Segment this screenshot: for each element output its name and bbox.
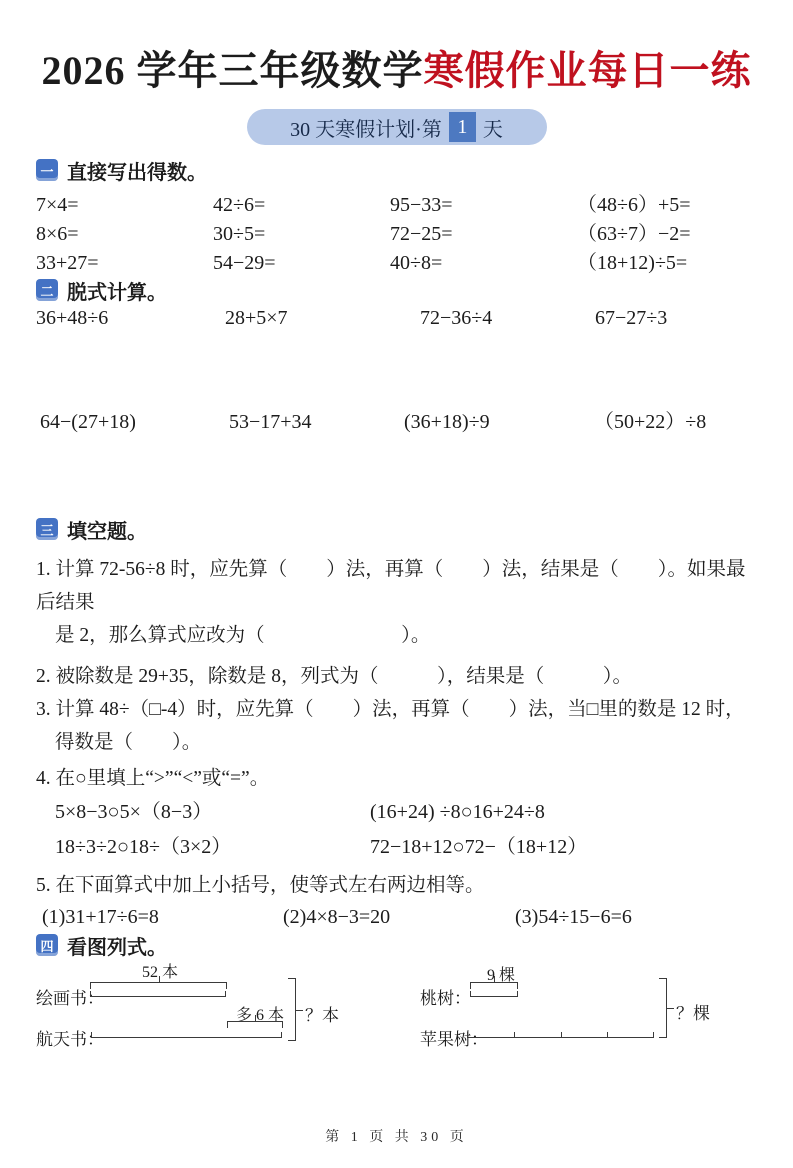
section-2-header xyxy=(36,278,757,302)
math-expression: （48÷6）+5= xyxy=(577,194,691,216)
apple-tree-bar xyxy=(467,1032,654,1038)
math-expression: 53−17+34 xyxy=(229,411,312,433)
section-4-number-icon: 四 xyxy=(36,934,58,956)
badge-prefix: 30 天寒假计划·第 xyxy=(290,118,442,141)
fill-question-1 xyxy=(36,553,757,652)
section-1-number-icon: 一 xyxy=(36,159,58,181)
peach-tree-label: 桃树： xyxy=(420,989,471,1008)
page-title xyxy=(0,46,793,96)
fill-question-5 xyxy=(36,870,757,902)
section-1-header xyxy=(36,158,757,182)
problem-row xyxy=(36,305,757,331)
total-trees-label: ？棵 xyxy=(676,1004,710,1023)
section-1-problems xyxy=(36,191,757,278)
title-red-part: 寒假作业每日一练 xyxy=(423,48,752,93)
bracket-52-books xyxy=(90,982,227,989)
space-books-bar xyxy=(91,1032,282,1038)
fill-question-3 xyxy=(36,693,757,759)
painting-books-label: 绘画书： xyxy=(36,989,104,1008)
math-expression: 40÷8= xyxy=(390,252,443,274)
section-4-title: 看图列式。 xyxy=(67,936,167,959)
day-plan-badge xyxy=(247,109,547,145)
question-text: 2. 被除数是 29+35，除数是 8，列式为（ ），结果是（ ）。 xyxy=(36,666,632,687)
comparison-expression: 18÷3÷2○18÷（3×2） xyxy=(55,836,232,858)
worksheet-page xyxy=(0,46,793,1168)
section-3-header xyxy=(36,517,757,541)
section-4-header xyxy=(36,932,757,958)
math-expression: 7×4= xyxy=(36,194,79,216)
painting-books-bar xyxy=(90,991,226,997)
total-trees-brace xyxy=(659,978,667,1038)
math-expression: 95−33= xyxy=(390,194,453,216)
worksheet-content xyxy=(0,158,793,958)
problem-row xyxy=(36,249,757,278)
section-3-number-icon: 三 xyxy=(36,518,58,540)
comparison-expression: 72−18+12○72−（18+12） xyxy=(370,836,588,858)
math-expression: (2)4×8−3=20 xyxy=(283,906,391,928)
math-expression: 54−29= xyxy=(213,252,276,274)
question-text: 得数是（ ）。 xyxy=(55,732,202,753)
math-expression: 36+48÷6 xyxy=(36,307,109,329)
problem-row xyxy=(36,191,757,220)
title-black-part: 2026 学年三年级数学 xyxy=(41,48,424,93)
badge-suffix: 天 xyxy=(482,118,503,141)
question-text: 3. 计算 48÷（□-4）时，应先算（ ）法，再算（ ）法，当□里的数是 12 时， xyxy=(36,699,745,720)
problem-row xyxy=(36,220,757,249)
question-text: 5. 在下面算式中加上小括号，使等式左右两边相等。 xyxy=(36,875,485,896)
math-expression: （63÷7）−2= xyxy=(577,223,691,245)
bracket-6-more xyxy=(227,1021,283,1028)
space-books-label: 航天书： xyxy=(36,1030,104,1049)
math-expression: 42÷6= xyxy=(213,194,266,216)
math-expression: （18+12)÷5= xyxy=(577,252,688,274)
math-expression: 64−(27+18) xyxy=(40,411,136,433)
question-text: 是 2，那么算式应改为（ ）。 xyxy=(55,625,431,646)
math-expression: 8×6= xyxy=(36,223,79,245)
bracket-9-trees xyxy=(470,982,518,989)
fill-question-4 xyxy=(36,762,757,795)
section-2-number-icon: 二 xyxy=(36,279,58,301)
math-expression: 72−36÷4 xyxy=(420,307,493,329)
apple-tree-label: 苹果树： xyxy=(420,1030,488,1049)
comparison-expression: 5×8−3○5×（8−3） xyxy=(55,801,213,823)
problem-row xyxy=(36,409,757,435)
bar-divider-tick xyxy=(607,1032,608,1037)
bar-diagrams xyxy=(0,958,793,1070)
section-1-title: 直接写出得数。 xyxy=(67,161,207,184)
math-expression: (3)54÷15−6=6 xyxy=(515,906,632,928)
math-expression: 72−25= xyxy=(390,223,453,245)
math-expression: 67−27÷3 xyxy=(595,307,668,329)
question-text: 4. 在○里填上“>”“<”或“=”。 xyxy=(36,768,270,789)
comparison-problems xyxy=(36,795,757,865)
math-expression: 30÷5= xyxy=(213,223,266,245)
section-2-title: 脱式计算。 xyxy=(67,281,167,304)
math-expression: 28+5×7 xyxy=(225,307,288,329)
total-books-brace xyxy=(288,978,296,1041)
bar-divider-tick xyxy=(514,1032,515,1037)
total-books-label: ？本 xyxy=(305,1006,339,1025)
books-count-label: 52 本 xyxy=(142,964,179,981)
math-expression: 33+27= xyxy=(36,252,99,274)
math-expression: （50+22）÷8 xyxy=(594,411,707,433)
peach-tree-bar xyxy=(470,991,518,997)
section-3-title: 填空题。 xyxy=(67,520,147,543)
day-number-box: 1 xyxy=(449,112,476,142)
math-expression: (36+18)÷9 xyxy=(404,411,490,433)
more-books-label: 多 6 本 xyxy=(236,1007,285,1024)
peach-count-label: 9 棵 xyxy=(487,967,516,984)
bar-divider-tick xyxy=(561,1032,562,1037)
math-expression: (1)31+17÷6=8 xyxy=(42,906,159,928)
page-number-footer: 第 1 页 共 30 页 xyxy=(325,1130,468,1145)
section-2-problems xyxy=(36,305,757,435)
parentheses-problems xyxy=(36,902,757,932)
fill-question-2 xyxy=(36,660,757,693)
comparison-expression: (16+24) ÷8○16+24÷8 xyxy=(370,801,545,823)
question-text: 1. 计算 72-56÷8 时，应先算（ ）法，再算（ ）法，结果是（ ）。如果最后结果 xyxy=(36,559,746,613)
